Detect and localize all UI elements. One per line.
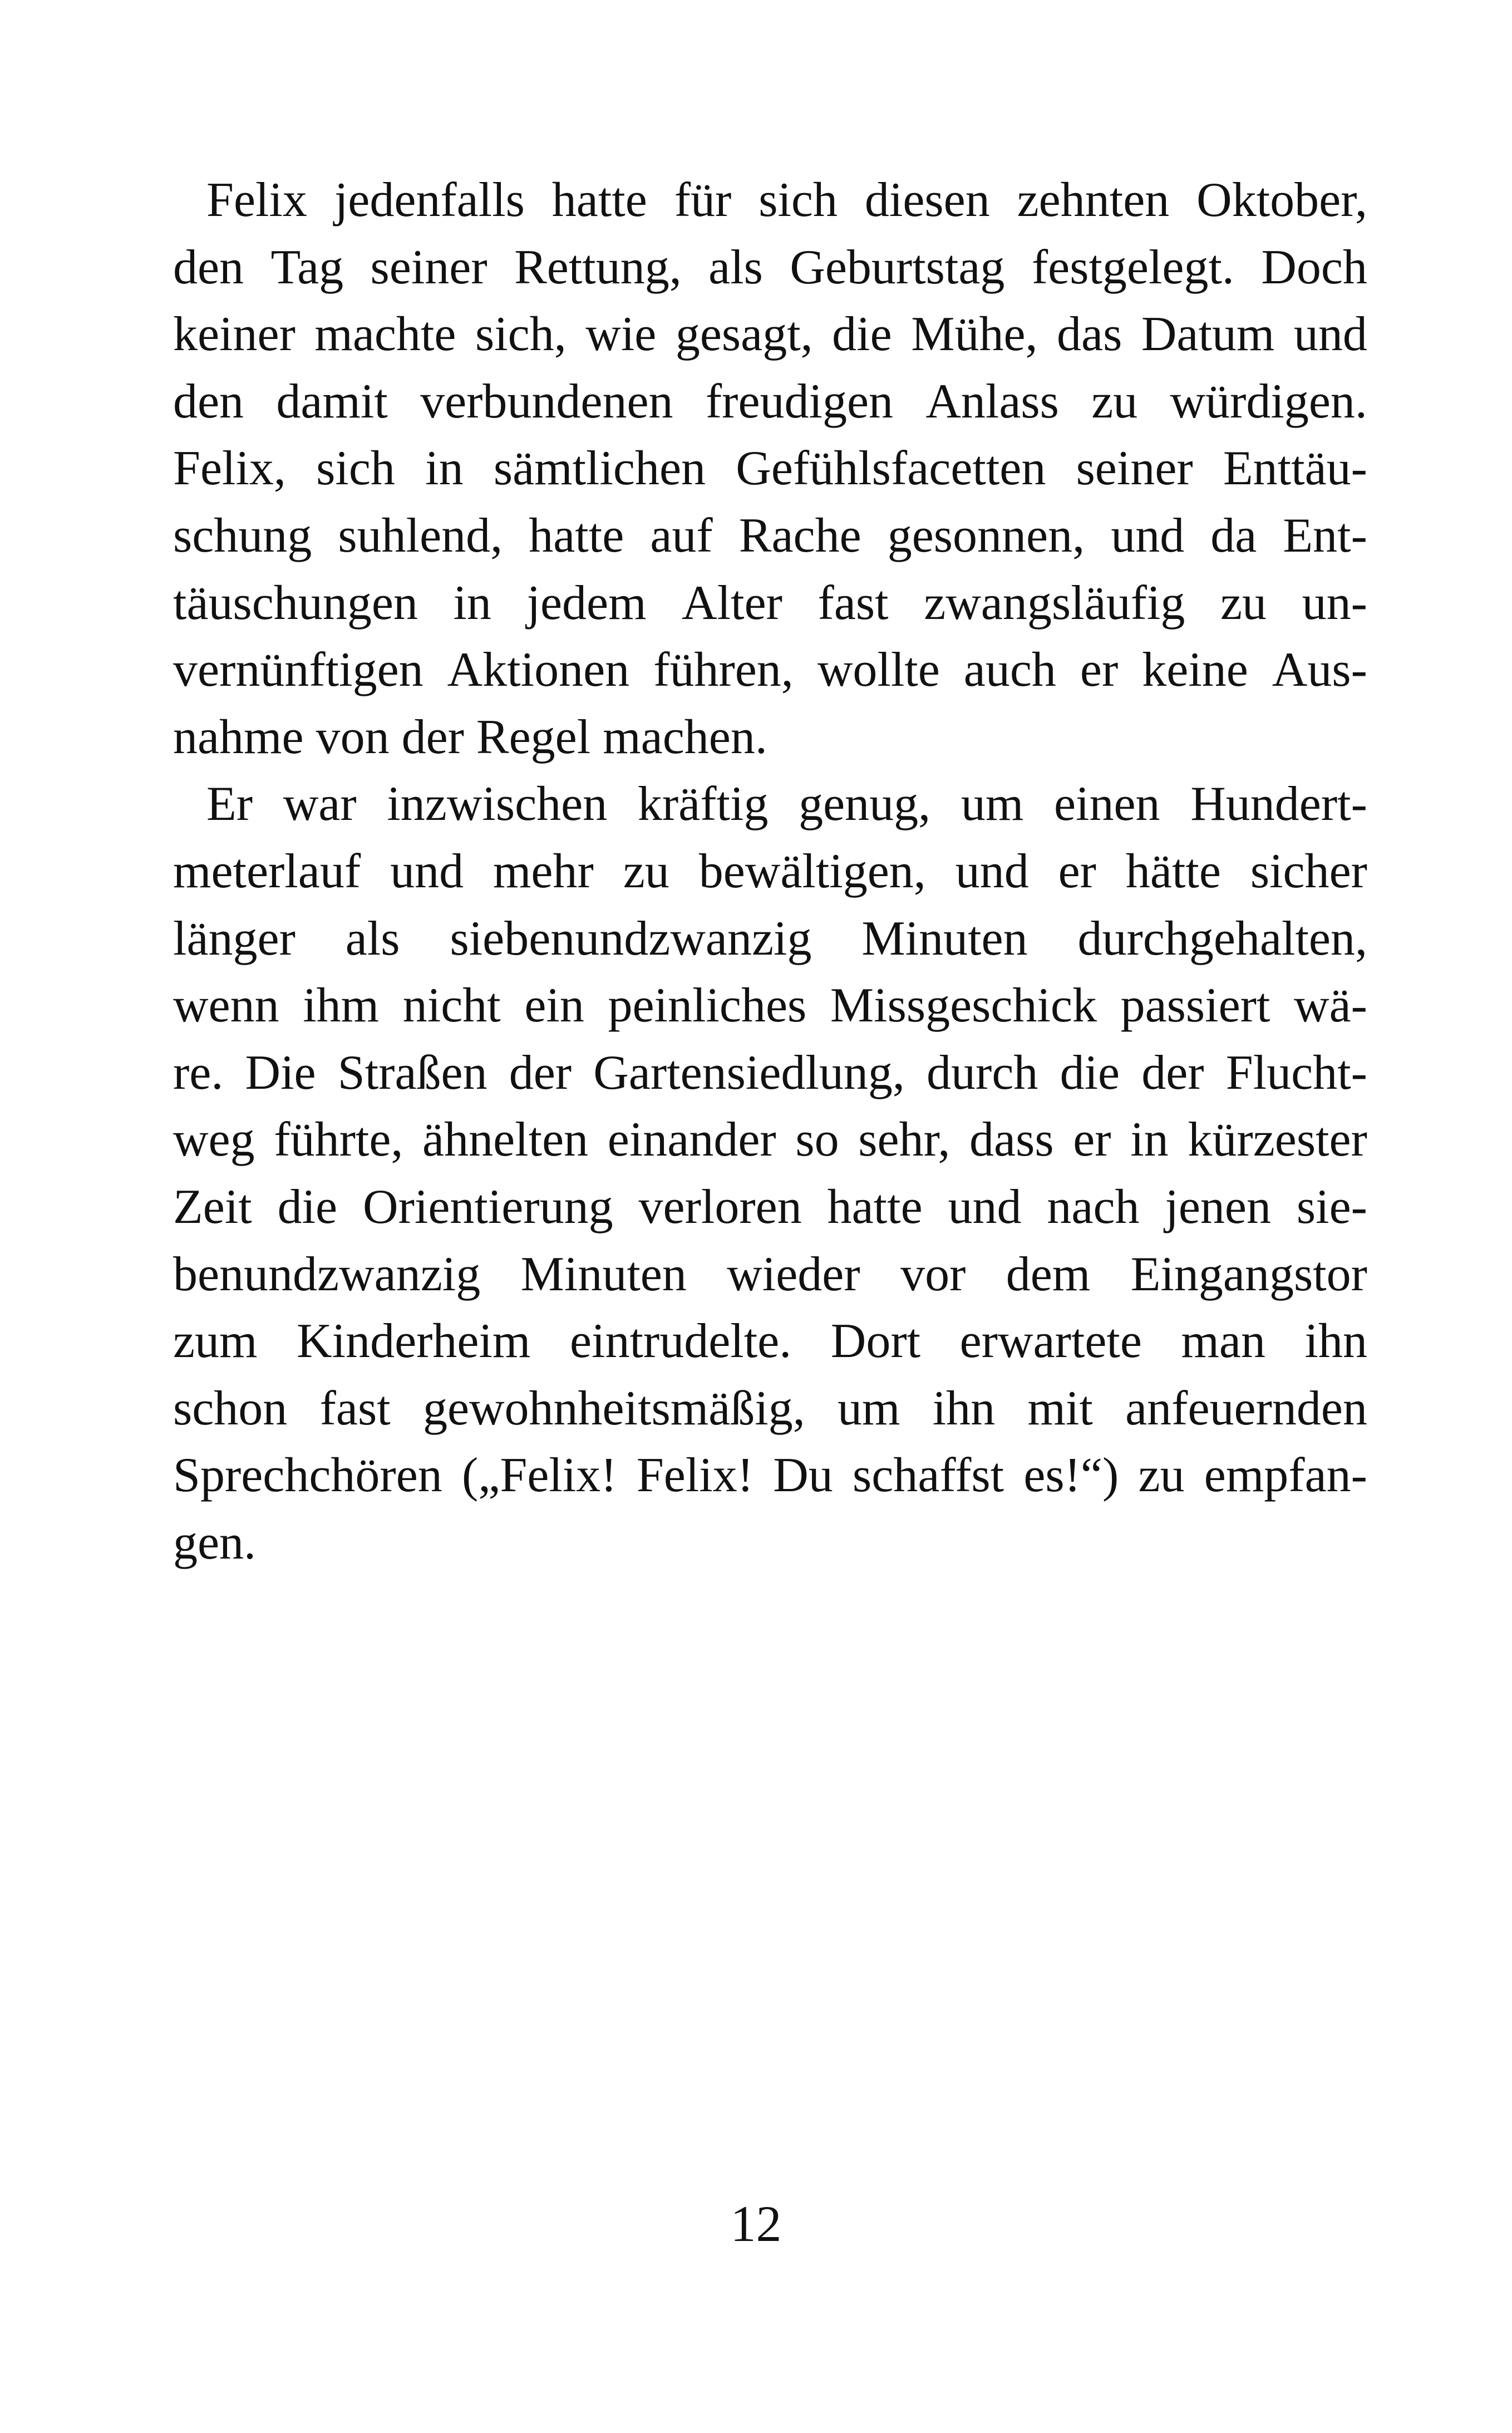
word: zu (623, 844, 669, 898)
word: sämtlichen (493, 441, 706, 496)
word: gesonnen, (887, 508, 1085, 563)
word: das (1057, 307, 1122, 362)
word: der (509, 1045, 572, 1100)
word: Hundert- (1190, 777, 1367, 832)
word: sich, (475, 307, 567, 362)
word: mit (1027, 1381, 1093, 1436)
text-line (173, 838, 1367, 906)
word: bewältigen, (698, 844, 926, 898)
word: und (390, 844, 464, 898)
word: der (1141, 1045, 1204, 1100)
word: Eingangstor (1130, 1247, 1367, 1301)
word: seiner (1076, 441, 1193, 496)
word: Die (245, 1045, 316, 1100)
word: fast (817, 576, 889, 630)
word: verloren (638, 1179, 802, 1234)
text-line: gen. (173, 1515, 257, 1570)
word: diesen (864, 173, 990, 227)
text-line: nahme von der Regel machen. (173, 710, 767, 764)
word: siebenundzwanzig (450, 911, 812, 966)
text-line (173, 906, 1367, 973)
text-line (173, 234, 1367, 302)
word: so (795, 1113, 839, 1167)
word: Anlass (925, 374, 1059, 429)
word: er (1058, 844, 1096, 898)
word: vernünftigen (173, 643, 423, 697)
word: in (453, 576, 491, 630)
paragraph-2 (173, 771, 1367, 1576)
word: festgelegt. (1031, 240, 1234, 294)
word: da (1210, 508, 1257, 563)
word: als (345, 911, 400, 966)
word: Orientierung (363, 1179, 613, 1234)
text-line (173, 368, 1367, 436)
word: Minuten (520, 1247, 687, 1301)
word: machte (314, 307, 456, 362)
text-line (173, 637, 1367, 704)
word: nicht (402, 979, 501, 1033)
word: in (425, 441, 464, 496)
word: Sprechchören (173, 1448, 442, 1503)
word: kräftig (637, 777, 769, 832)
word: es!“) (1023, 1448, 1119, 1503)
word: benundzwanzig (173, 1247, 481, 1301)
word: Straßen (337, 1045, 487, 1100)
word: Minuten (861, 911, 1028, 966)
word: war (283, 777, 357, 832)
word: und (948, 1179, 1022, 1234)
word: Alter (682, 576, 782, 630)
word: kürzester (1188, 1113, 1367, 1167)
word: suhlend, (338, 508, 503, 563)
word: seiner (370, 240, 487, 294)
word: Flucht- (1225, 1045, 1367, 1100)
word: hatte (529, 508, 624, 563)
paragraph-1 (173, 167, 1367, 771)
word: freudigen (705, 374, 894, 429)
word: nach (1047, 1179, 1140, 1234)
word: Datum (1141, 307, 1275, 362)
word: Ent- (1283, 508, 1367, 563)
word: ein (524, 979, 584, 1033)
word: keine (1142, 643, 1248, 697)
word: inzwischen (387, 777, 608, 832)
word: er (1080, 643, 1119, 697)
word: schon (173, 1381, 288, 1436)
word: einander (607, 1113, 776, 1167)
word: wä- (1294, 979, 1367, 1033)
word: in (1130, 1113, 1169, 1167)
text-line (173, 1375, 1367, 1443)
word: meterlauf (173, 844, 361, 898)
word: jedenfalls (334, 173, 525, 227)
word: länger (173, 911, 295, 966)
word: wenn (173, 979, 279, 1033)
word: wollte (817, 643, 940, 697)
word: dass (969, 1113, 1054, 1167)
word: erwartete (959, 1314, 1142, 1369)
word: mehr (492, 844, 594, 898)
text-line (173, 1174, 1367, 1241)
word: um (961, 777, 1024, 832)
text-line (173, 1442, 1367, 1510)
word: Tag (270, 240, 344, 294)
word: Felix! (636, 1448, 754, 1503)
word: die (832, 307, 892, 362)
word: hatte (551, 173, 647, 227)
word: und (1293, 307, 1367, 362)
word: un- (1302, 576, 1367, 630)
word: den (173, 240, 244, 294)
word: die (1060, 1045, 1120, 1100)
text-line (173, 435, 1367, 503)
word: hätte (1125, 844, 1221, 898)
body-text (173, 167, 1367, 1576)
word: weg (173, 1113, 255, 1167)
word: Mühe, (911, 307, 1038, 362)
word: für (674, 173, 732, 227)
text-line (173, 972, 1367, 1040)
text-line (173, 503, 1367, 570)
text-line (173, 301, 1367, 368)
word: („Felix! (462, 1448, 617, 1503)
page-number: 12 (730, 2195, 782, 2252)
word: vor (900, 1247, 966, 1301)
word: durch (927, 1045, 1038, 1100)
word: Dort (830, 1314, 921, 1369)
word: schaffst (853, 1448, 1004, 1503)
word: gesagt, (675, 307, 813, 362)
word: und (955, 844, 1029, 898)
word: Felix, (173, 441, 286, 496)
word: Aktionen (447, 643, 630, 697)
word: verbundenen (420, 374, 673, 429)
word: würdigen. (1170, 374, 1367, 429)
word: einen (1053, 777, 1160, 832)
word: Oktober, (1196, 173, 1367, 227)
word: auf (650, 508, 713, 563)
word: als (708, 240, 763, 294)
word: sich (759, 173, 838, 227)
word: zu (1138, 1448, 1185, 1503)
word: ihn (1304, 1314, 1367, 1369)
word: sicher (1250, 844, 1367, 898)
word: zu (1220, 576, 1267, 630)
word: wieder (727, 1247, 860, 1301)
word: dem (1006, 1247, 1091, 1301)
word: Er (206, 777, 253, 832)
word: hatte (827, 1179, 923, 1234)
word: schung (173, 508, 312, 563)
word: den (173, 374, 244, 429)
word: zehnten (1017, 173, 1170, 227)
word: gewohnheitsmäßig, (422, 1381, 805, 1436)
text-line (173, 570, 1367, 637)
word: man (1181, 1314, 1265, 1369)
word: re. (173, 1045, 224, 1100)
word: anfeuernden (1125, 1381, 1367, 1436)
word: Gefühlsfacetten (736, 441, 1046, 496)
word: zu (1091, 374, 1138, 429)
word: Rache (738, 508, 861, 563)
text-line (173, 1107, 1367, 1174)
word: sehr, (858, 1113, 950, 1167)
word: zwangsläufig (924, 576, 1185, 630)
word: Missgeschick (830, 979, 1097, 1033)
word: um (838, 1381, 900, 1436)
word: die (277, 1179, 338, 1234)
word: peinliches (608, 979, 807, 1033)
text-line (173, 167, 1367, 234)
word: sie- (1296, 1179, 1367, 1234)
word: führen, (653, 643, 794, 697)
word: fast (319, 1381, 391, 1436)
word: täuschungen (173, 576, 418, 630)
word: führte, (274, 1113, 403, 1167)
word: eintrudelte. (569, 1314, 792, 1369)
word: er (1073, 1113, 1111, 1167)
text-line (173, 771, 1367, 838)
word: jenen (1165, 1179, 1271, 1234)
word: Felix (206, 173, 307, 227)
word: damit (276, 374, 388, 429)
word: Doch (1261, 240, 1367, 294)
text-line (173, 1241, 1367, 1309)
word: ähnelten (422, 1113, 589, 1167)
word: und (1111, 508, 1185, 563)
word: ihm (303, 979, 380, 1033)
word: Gartensiedlung, (593, 1045, 905, 1100)
word: ihn (932, 1381, 996, 1436)
word: Rettung, (514, 240, 682, 294)
text-line (173, 1040, 1367, 1107)
word: genug, (799, 777, 931, 832)
word: Enttäu- (1223, 441, 1367, 496)
text-line (173, 1308, 1367, 1375)
word: empfan- (1204, 1448, 1367, 1503)
word: durchgehalten, (1077, 911, 1367, 966)
word: sich (316, 441, 395, 496)
word: wie (585, 307, 657, 362)
word: passiert (1120, 979, 1270, 1033)
word: Du (773, 1448, 833, 1503)
word: Geburtstag (790, 240, 1005, 294)
word: jedem (526, 576, 647, 630)
word: zum (173, 1314, 258, 1369)
word: Kinderheim (297, 1314, 531, 1369)
word: keiner (173, 307, 295, 362)
word: Zeit (173, 1179, 252, 1234)
word: Aus- (1272, 643, 1367, 697)
word: auch (963, 643, 1056, 697)
